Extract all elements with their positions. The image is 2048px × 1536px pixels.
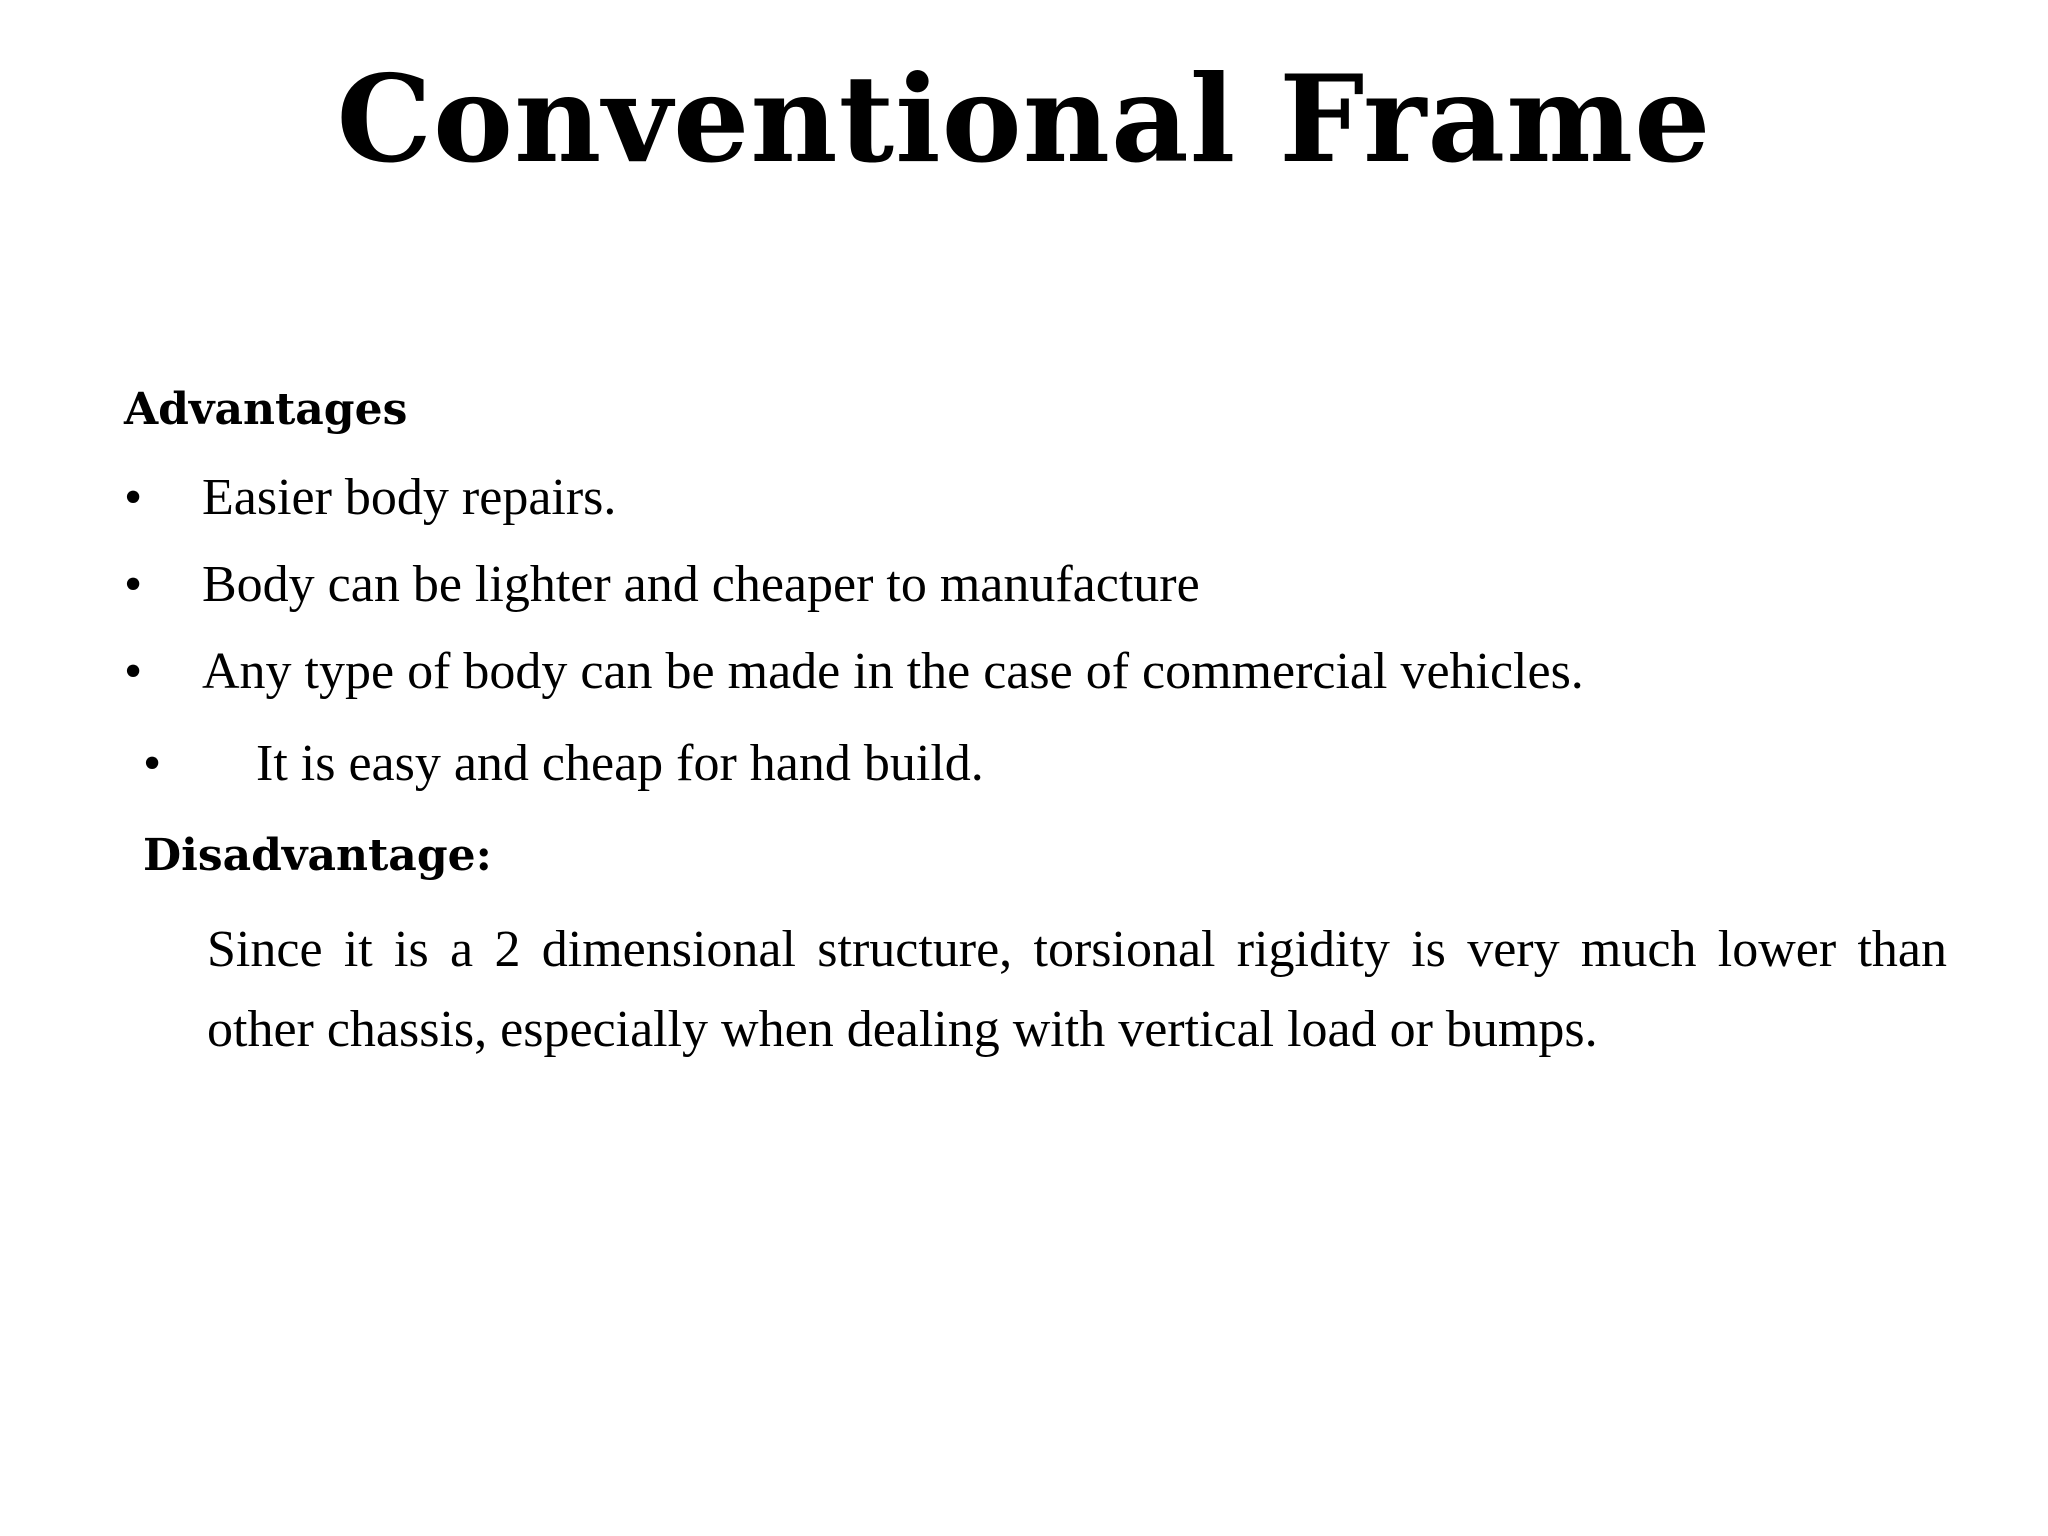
disadvantage-heading: Disadvantage:: [143, 830, 492, 881]
slide-title: Conventional Frame: [336, 49, 1712, 190]
advantages-heading: Advantages: [124, 384, 408, 435]
advantage-item-text: It is easy and cheap for hand build.: [256, 735, 984, 792]
advantage-item-text: Easier body repairs.: [202, 469, 617, 526]
bullet-icon: •: [124, 556, 143, 613]
bullet-icon: •: [124, 469, 143, 526]
advantage-item-text: Any type of body can be made in the case of commercial vehicles.: [202, 643, 1584, 700]
bullet-icon: •: [143, 735, 162, 792]
disadvantage-text: Since it is a 2 dimensional structure, torsional rigidity is very much lower than other chassis, especially when dealing with vertical load or bumps.: [207, 921, 1947, 1058]
bullet-icon: •: [124, 643, 143, 700]
advantage-item-text: Body can be lighter and cheaper to manufacture: [202, 556, 1200, 613]
